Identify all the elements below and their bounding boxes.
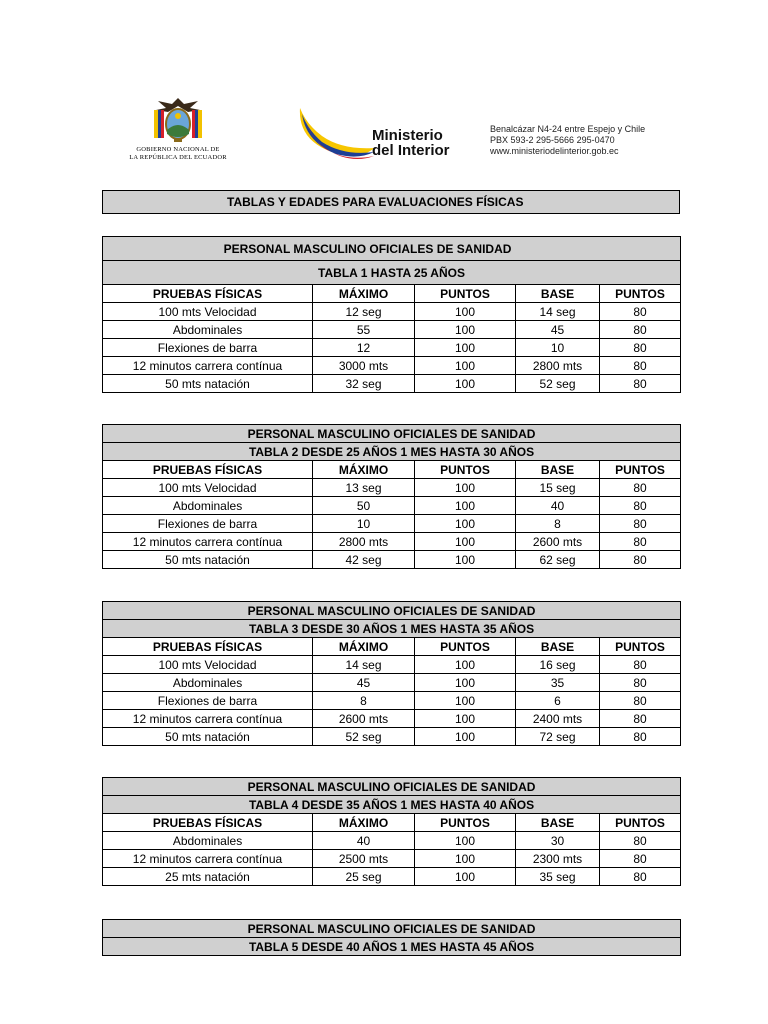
table-cell: 40	[516, 497, 600, 515]
table-title: TABLA 1 HASTA 25 AÑOS	[103, 261, 681, 285]
column-header: PUNTOS	[415, 285, 516, 303]
table-cell: Abdominales	[103, 674, 313, 692]
table-row	[103, 710, 681, 728]
table-cell: 80	[600, 692, 681, 710]
table-2	[102, 424, 681, 569]
table-5	[102, 919, 681, 956]
column-header: MÁXIMO	[313, 638, 415, 656]
page-title: TABLAS Y EDADES PARA EVALUACIONES FÍSICAS	[102, 190, 680, 214]
table-cell: 100	[415, 656, 516, 674]
letterhead	[0, 0, 768, 180]
table-cell: 52 seg	[313, 728, 415, 746]
table-cell: 12 minutos carrera contínua	[103, 850, 313, 868]
table-cell: 45	[516, 321, 600, 339]
table-cell: 100	[415, 479, 516, 497]
table-cell: 30	[516, 832, 600, 850]
table-row	[103, 339, 681, 357]
table-group-title: PERSONAL MASCULINO OFICIALES DE SANIDAD	[103, 425, 681, 443]
column-header: PUNTOS	[600, 461, 681, 479]
table-cell: 80	[600, 656, 681, 674]
table-cell: 12 minutos carrera contínua	[103, 357, 313, 375]
ministry-address	[490, 124, 690, 157]
table-cell: 80	[600, 303, 681, 321]
table-cell: 80	[600, 832, 681, 850]
government-line-2: LA REPÚBLICA DEL ECUADOR	[129, 154, 227, 161]
column-header: PRUEBAS FÍSICAS	[103, 461, 313, 479]
table-cell: 100	[415, 868, 516, 886]
table-title: TABLA 5 DESDE 40 AÑOS 1 MES HASTA 45 AÑOS	[103, 938, 681, 956]
table-title: TABLA 3 DESDE 30 AÑOS 1 MES HASTA 35 AÑOS	[103, 620, 681, 638]
table-cell: 12	[313, 339, 415, 357]
column-header: MÁXIMO	[313, 285, 415, 303]
table-cell: 80	[600, 850, 681, 868]
table-cell: 35 seg	[516, 868, 600, 886]
table-cell: 100	[415, 375, 516, 393]
table-cell: 12 minutos carrera contínua	[103, 533, 313, 551]
table-cell: 10	[516, 339, 600, 357]
column-header: BASE	[516, 461, 600, 479]
column-header: BASE	[516, 814, 600, 832]
table-row	[103, 728, 681, 746]
table-cell: 100	[415, 497, 516, 515]
table-row	[103, 515, 681, 533]
table-cell: 80	[600, 339, 681, 357]
table-cell: 80	[600, 375, 681, 393]
table-cell: 42 seg	[313, 551, 415, 569]
table-cell: 80	[600, 497, 681, 515]
table-row	[103, 868, 681, 886]
table-cell: 100 mts Velocidad	[103, 656, 313, 674]
table-cell: Abdominales	[103, 497, 313, 515]
table-cell: 2800 mts	[313, 533, 415, 551]
table-cell: 25 mts natación	[103, 868, 313, 886]
table-cell: 50	[313, 497, 415, 515]
table-cell: Abdominales	[103, 832, 313, 850]
table-cell: 80	[600, 728, 681, 746]
table-row	[103, 357, 681, 375]
table-cell: 10	[313, 515, 415, 533]
column-header: PUNTOS	[600, 814, 681, 832]
table-cell: 32 seg	[313, 375, 415, 393]
table-cell: 2500 mts	[313, 850, 415, 868]
table-cell: 35	[516, 674, 600, 692]
table-group-title: PERSONAL MASCULINO OFICIALES DE SANIDAD	[103, 778, 681, 796]
table-cell: Flexiones de barra	[103, 339, 313, 357]
table-cell: 14 seg	[313, 656, 415, 674]
table-cell: Flexiones de barra	[103, 515, 313, 533]
table-4	[102, 777, 681, 886]
table-cell: 80	[600, 551, 681, 569]
table-row	[103, 479, 681, 497]
column-header: BASE	[516, 285, 600, 303]
table-cell: 12 minutos carrera contínua	[103, 710, 313, 728]
table-title: TABLA 2 DESDE 25 AÑOS 1 MES HASTA 30 AÑOS	[103, 443, 681, 461]
table-row	[103, 551, 681, 569]
column-header: PUNTOS	[600, 285, 681, 303]
table-cell: 6	[516, 692, 600, 710]
table-cell: 3000 mts	[313, 357, 415, 375]
table-cell: 100	[415, 321, 516, 339]
table-row	[103, 832, 681, 850]
table-row	[103, 656, 681, 674]
table-cell: 80	[600, 533, 681, 551]
table-row	[103, 674, 681, 692]
table-cell: 8	[516, 515, 600, 533]
table-cell: 80	[600, 479, 681, 497]
table-title: TABLA 4 DESDE 35 AÑOS 1 MES HASTA 40 AÑOS	[103, 796, 681, 814]
table-cell: 8	[313, 692, 415, 710]
table-cell: 2400 mts	[516, 710, 600, 728]
table-cell: 62 seg	[516, 551, 600, 569]
table-row	[103, 321, 681, 339]
ministry-line-1: Ministerio	[372, 127, 443, 144]
table-row	[103, 375, 681, 393]
table-cell: 100	[415, 832, 516, 850]
table-cell: 100	[415, 533, 516, 551]
table-cell: 100	[415, 850, 516, 868]
table-row	[103, 497, 681, 515]
government-emblem	[118, 96, 238, 168]
table-cell: 100	[415, 357, 516, 375]
table-cell: 100	[415, 303, 516, 321]
table-cell: 50 mts natación	[103, 551, 313, 569]
table-cell: 50 mts natación	[103, 375, 313, 393]
table-1	[102, 236, 681, 393]
table-cell: 100	[415, 728, 516, 746]
table-cell: 100	[415, 339, 516, 357]
table-cell: 80	[600, 710, 681, 728]
table-cell: 80	[600, 321, 681, 339]
table-cell: 13 seg	[313, 479, 415, 497]
table-cell: 72 seg	[516, 728, 600, 746]
column-header: PUNTOS	[415, 814, 516, 832]
address-phone: PBX 593-2 295-5666 295-0470	[490, 135, 615, 145]
government-name	[118, 146, 238, 162]
table-cell: 25 seg	[313, 868, 415, 886]
table-cell: 50 mts natación	[103, 728, 313, 746]
table-cell: 15 seg	[516, 479, 600, 497]
table-cell: 2300 mts	[516, 850, 600, 868]
column-header: PUNTOS	[600, 638, 681, 656]
table-cell: 80	[600, 868, 681, 886]
table-cell: 100	[415, 692, 516, 710]
table-cell: 80	[600, 357, 681, 375]
table-cell: 100	[415, 551, 516, 569]
table-cell: 12 seg	[313, 303, 415, 321]
table-cell: 2800 mts	[516, 357, 600, 375]
table-cell: 100	[415, 710, 516, 728]
column-header: PRUEBAS FÍSICAS	[103, 638, 313, 656]
column-header: PRUEBAS FÍSICAS	[103, 285, 313, 303]
table-cell: 80	[600, 515, 681, 533]
column-header: BASE	[516, 638, 600, 656]
government-line-1: GOBIERNO NACIONAL DE	[136, 146, 220, 153]
table-cell: 2600 mts	[516, 533, 600, 551]
column-header: MÁXIMO	[313, 461, 415, 479]
ecuador-coat-of-arms-icon	[148, 96, 208, 144]
table-cell: 45	[313, 674, 415, 692]
table-group-title: PERSONAL MASCULINO OFICIALES DE SANIDAD	[103, 237, 681, 261]
table-cell: 16 seg	[516, 656, 600, 674]
column-header: PUNTOS	[415, 461, 516, 479]
table-row	[103, 533, 681, 551]
table-row	[103, 303, 681, 321]
column-header: PRUEBAS FÍSICAS	[103, 814, 313, 832]
table-row	[103, 850, 681, 868]
table-cell: Abdominales	[103, 321, 313, 339]
table-cell: 80	[600, 674, 681, 692]
table-cell: 55	[313, 321, 415, 339]
table-cell: 52 seg	[516, 375, 600, 393]
table-cell: 40	[313, 832, 415, 850]
column-header: MÁXIMO	[313, 814, 415, 832]
table-cell: 14 seg	[516, 303, 600, 321]
address-line-1: Benalcázar N4-24 entre Espejo y Chile	[490, 124, 646, 134]
table-cell: 100 mts Velocidad	[103, 479, 313, 497]
table-3	[102, 601, 681, 746]
address-website: www.ministeriodelinterior.gob.ec	[490, 146, 619, 156]
table-cell: 100 mts Velocidad	[103, 303, 313, 321]
ministry-line-2: del Interior	[372, 142, 450, 159]
table-cell: Flexiones de barra	[103, 692, 313, 710]
table-cell: 100	[415, 674, 516, 692]
column-header: PUNTOS	[415, 638, 516, 656]
table-cell: 100	[415, 515, 516, 533]
table-row	[103, 692, 681, 710]
table-group-title: PERSONAL MASCULINO OFICIALES DE SANIDAD	[103, 920, 681, 938]
ministry-name	[372, 128, 450, 158]
table-group-title: PERSONAL MASCULINO OFICIALES DE SANIDAD	[103, 602, 681, 620]
table-cell: 2600 mts	[313, 710, 415, 728]
